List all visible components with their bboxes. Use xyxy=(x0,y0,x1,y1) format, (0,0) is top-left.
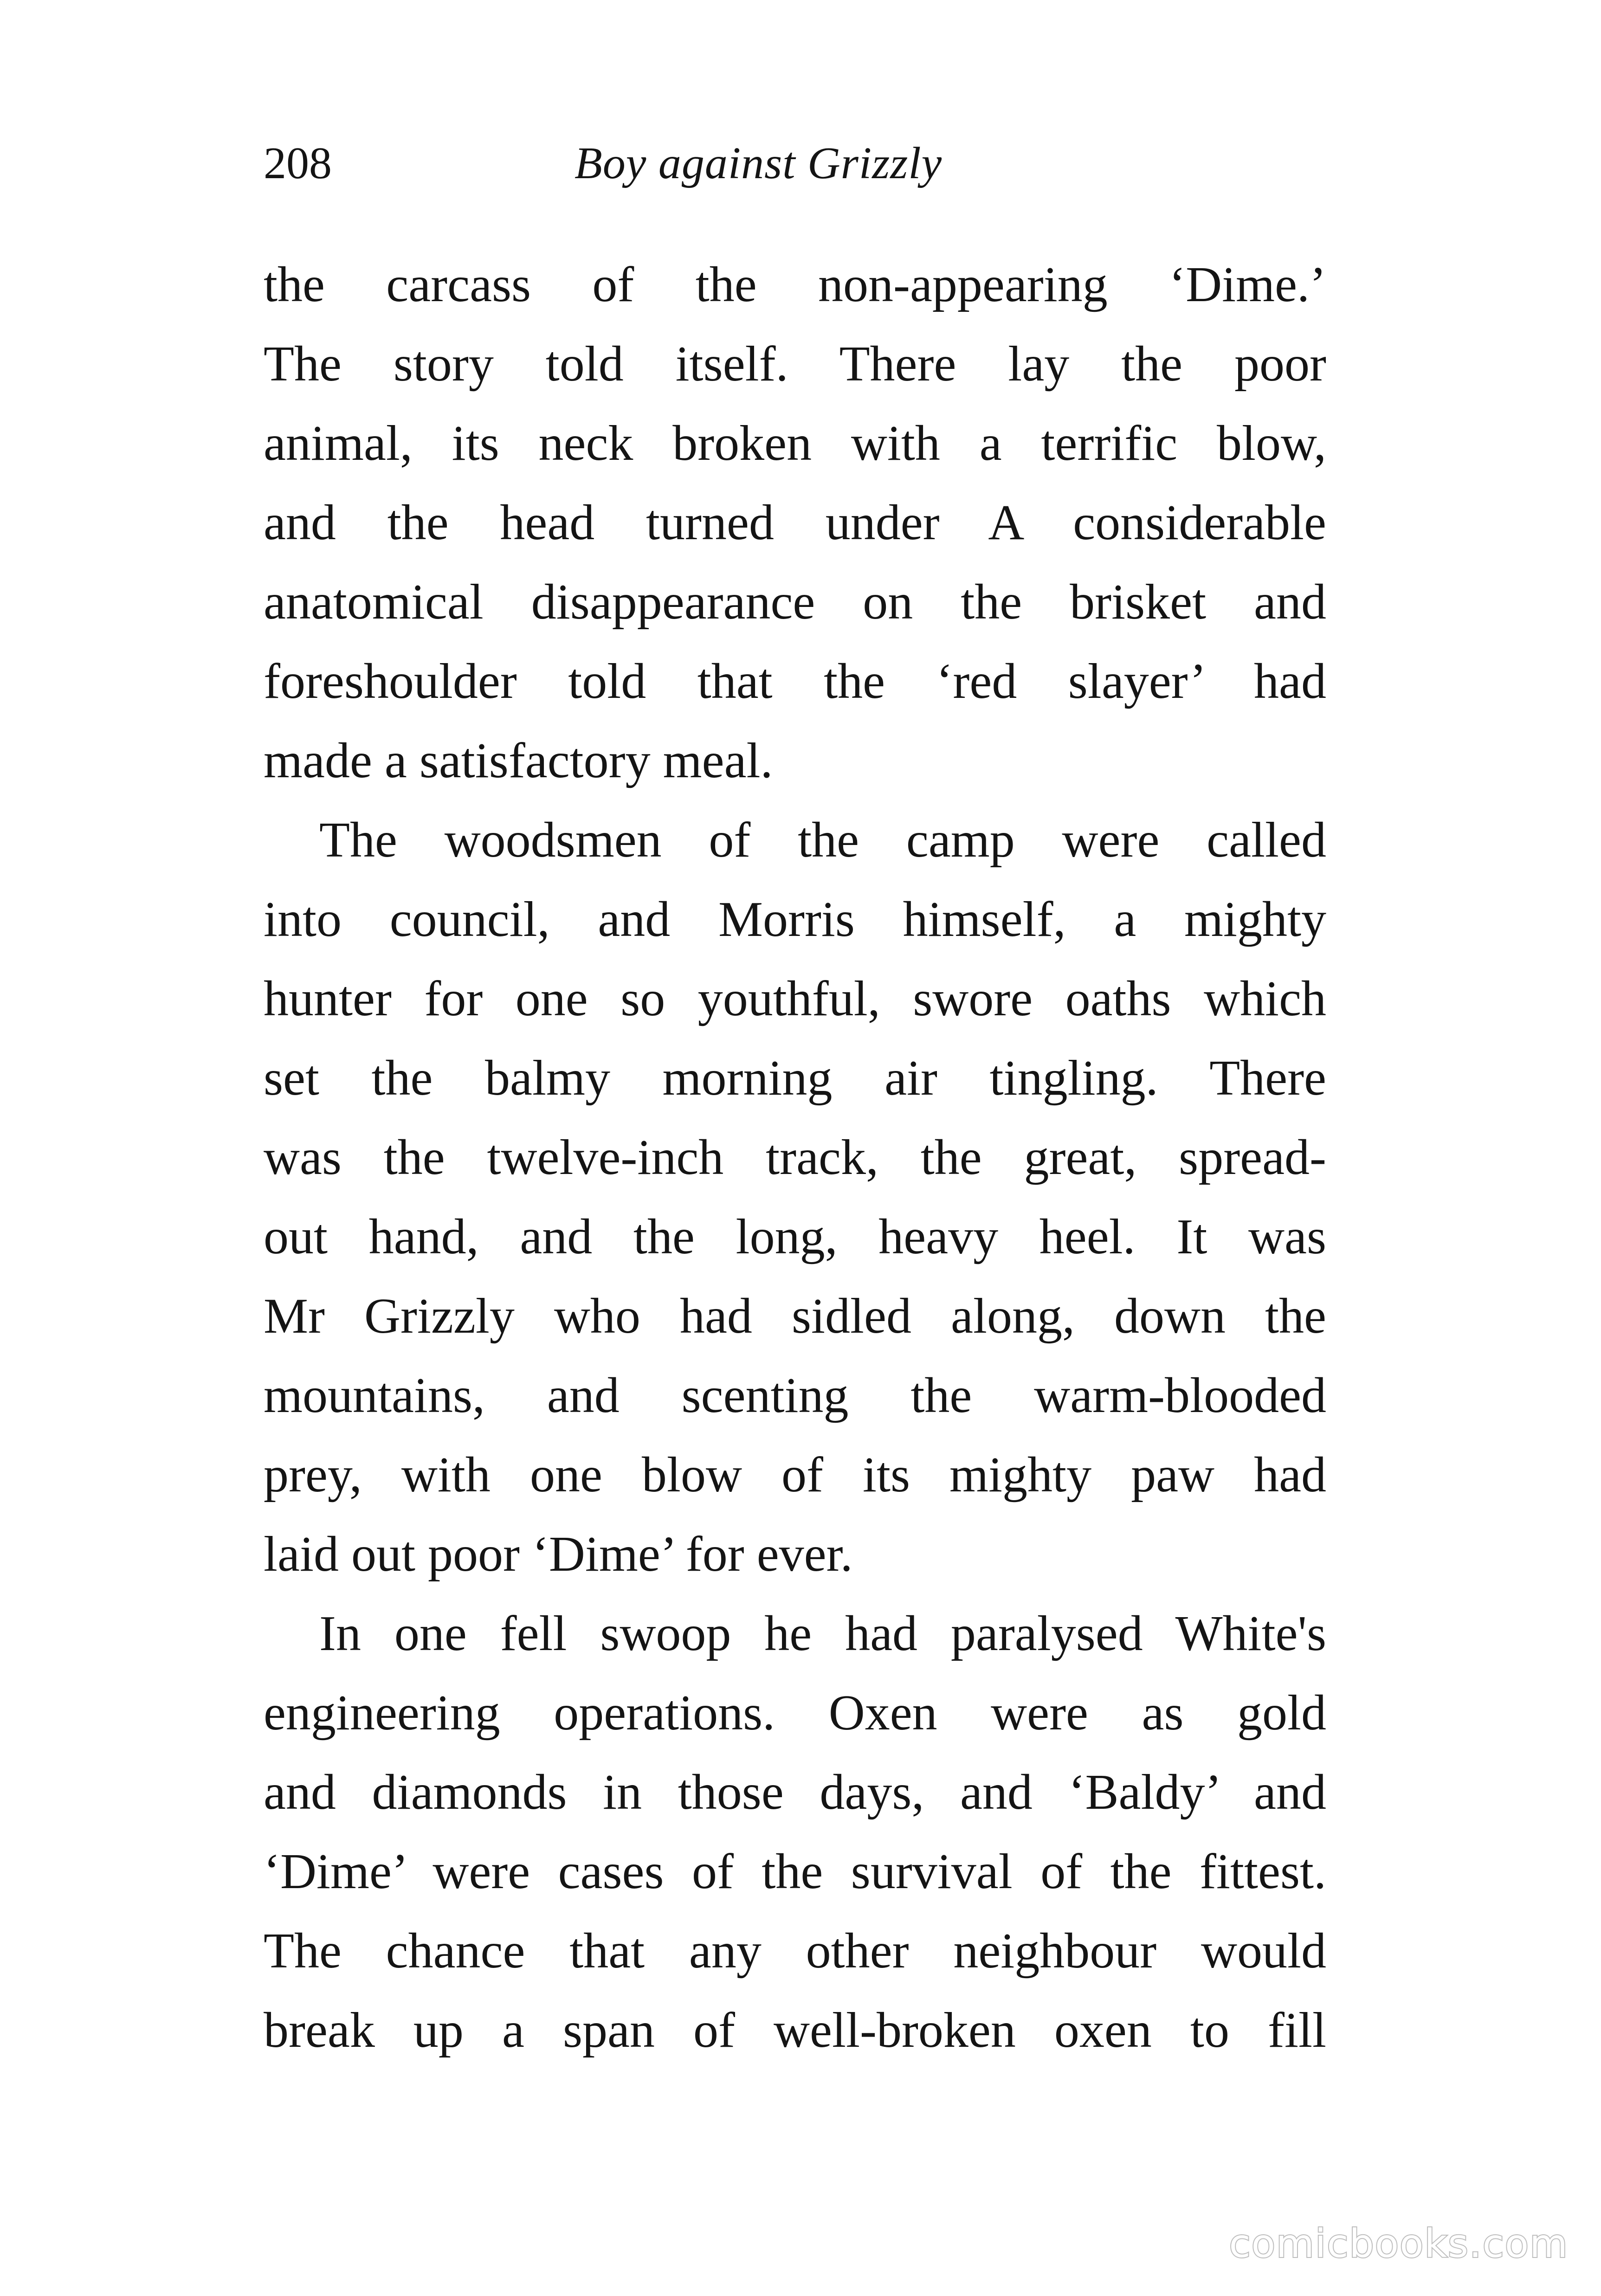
paragraph-2 xyxy=(264,800,1326,1594)
running-title: Boy against Grizzly xyxy=(575,138,943,188)
text-line: hunter for one so youthful, swore oaths which xyxy=(264,971,1326,1026)
paragraph-3 xyxy=(264,1594,1326,2070)
text-line: ‘Dime’ were cases of the survival of the fittest. xyxy=(264,1844,1326,1899)
text-line: In one fell swoop he had paralysed White's xyxy=(319,1606,1326,1661)
text-line: set the balmy morning air tingling. There xyxy=(264,1051,1326,1106)
text-line: made a satisfactory meal. xyxy=(264,733,773,788)
page-number: 208 xyxy=(264,138,332,188)
text-line: mountains, and scenting the warm-blooded xyxy=(264,1368,1326,1423)
text-line: The woodsmen of the camp were called xyxy=(319,813,1326,868)
text-line: prey, with one blow of its mighty paw had xyxy=(264,1447,1326,1503)
text-line: was the twelve-inch track, the great, spread- xyxy=(264,1130,1326,1185)
body-text xyxy=(264,245,1326,2070)
text-line: foreshoulder told that the ‘red slayer’ had xyxy=(264,654,1326,709)
text-line: out hand, and the long, heavy heel. It was xyxy=(264,1209,1326,1264)
text-line: The story told itself. There lay the poor xyxy=(264,336,1326,392)
text-line: animal, its neck broken with a terrific blow, xyxy=(264,416,1326,471)
text-line: engineering operations. Oxen were as gold xyxy=(264,1685,1326,1741)
text-line: into council, and Morris himself, a mighty xyxy=(264,892,1326,947)
text-line: The chance that any other neighbour would xyxy=(264,1923,1326,1979)
text-line: break up a span of well-broken oxen to fill xyxy=(264,2003,1326,2058)
text-line: and diamonds in those days, and ‘Baldy’ and xyxy=(264,1765,1326,1820)
text-line: anatomical disappearance on the brisket and xyxy=(264,574,1326,630)
paragraph-1 xyxy=(264,245,1326,800)
running-head xyxy=(264,135,1331,191)
text-line: the carcass of the non-appearing ‘Dime.’ xyxy=(264,257,1326,312)
watermark: comicbooks.com xyxy=(1229,2221,1569,2266)
text-line: and the head turned under A considerable xyxy=(264,495,1326,550)
text-line: Mr Grizzly who had sidled along, down the xyxy=(264,1289,1326,1344)
text-line: laid out poor ‘Dime’ for ever. xyxy=(264,1527,853,1582)
